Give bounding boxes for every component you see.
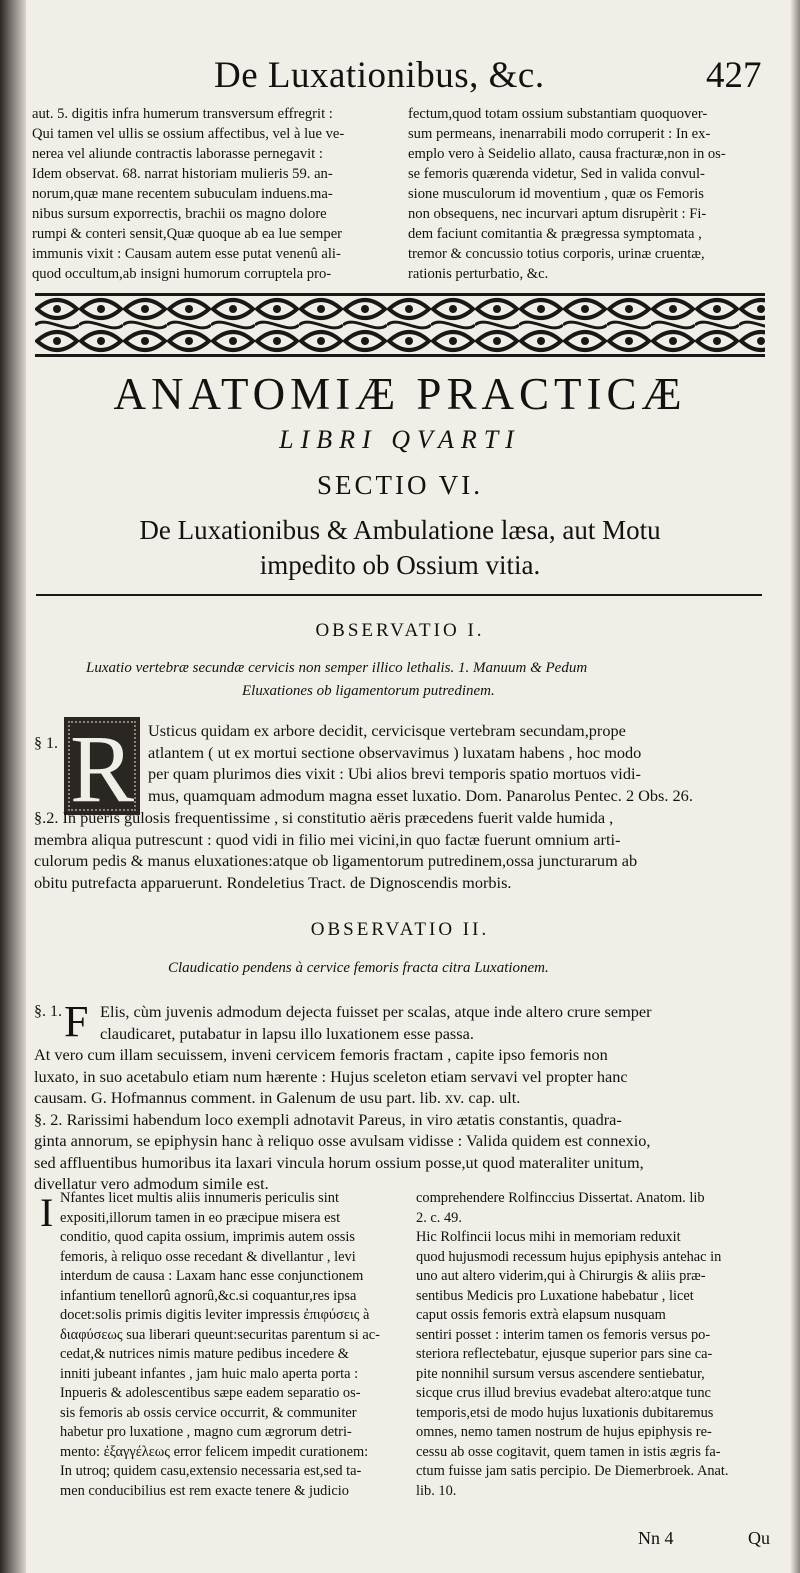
text-line: nibus sursum exporrectis, brachii os magno dolore xyxy=(32,206,327,222)
text-line: immunis vixit : Causam autem esse putat venenû ali- xyxy=(32,246,341,262)
observation-1-summary-line-2: Eluxationes ob ligamentorum putredinem. xyxy=(242,683,495,699)
text-line: habetur pro luxatione , magno cum ægrorum detri- xyxy=(60,1424,352,1440)
text-line: steriora reflectebatur, ejusque superior pars sine ca- xyxy=(416,1346,713,1362)
binding-shadow xyxy=(0,0,26,1573)
text-line: Hic Rolfincii locus mihi in memoriam reduxit xyxy=(416,1229,681,1245)
page-edge xyxy=(790,0,800,1573)
text-line: omnes, nemo tamen nostrum de hujus epiphysis re- xyxy=(416,1424,712,1440)
text-line: cedat,& nutrices nimis mature pedibus incedere & xyxy=(60,1346,349,1362)
text-line: mus, quamquam admodum magna esset luxatio. Dom. Panarolus Pentec. 2 Obs. 26. xyxy=(148,785,693,805)
observation-2-paragraph-1 xyxy=(100,1001,780,1044)
text-line: docet:solis primis digitis leviter impressis ἐπιφύσεις à xyxy=(60,1307,370,1323)
text-line: infantium tenellorû agnorû,&c.si coquantur,res ipsa xyxy=(60,1287,357,1304)
section-rule xyxy=(36,594,762,596)
top-right-column xyxy=(408,104,726,284)
text-line: sentibus Medicis pro Luxatione habebatur , licet xyxy=(416,1287,694,1304)
text-line: At vero cum illam secuissem, inveni cervicem femoris fractam , capite ipso femoris non xyxy=(34,1045,608,1064)
observation-1-paragraph-mark: § 1. xyxy=(34,735,58,752)
decorated-initial-r: R xyxy=(64,717,140,815)
text-line: aut. 5. digitis infra humerum transversum effregrit : xyxy=(32,106,333,122)
text-line: se femoris quærenda videtur, Sed in valida convul- xyxy=(408,166,705,182)
text-line: Inpueris & adolescentibus sæpe eadem separatio os- xyxy=(60,1385,361,1401)
text-line: norum,quæ mane recentem subuculam induens.ma- xyxy=(32,186,333,202)
text-line: per quam plurimos dies vixit : Ubi alios brevi temporis spatio mortuos vidi- xyxy=(148,764,641,783)
initial-f: F xyxy=(64,997,89,1046)
text-line: interdum de causa : Laxam hanc esse conjunctionem xyxy=(60,1268,364,1284)
text-line: luxato, in suo acetabulo etiam num hærente : Hujus sceleton etiam servavi vel propter hanc xyxy=(34,1066,628,1086)
running-head-title: De Luxationibus, &c. xyxy=(214,55,545,96)
observation-1-heading: OBSERVATIO I. xyxy=(315,620,485,641)
text-line: In utroq; quidem casu,extensio necessaria est,sed ta- xyxy=(60,1463,362,1479)
text-line: obitu putrefacta apparuerunt. Rondeletius Tract. de Dignoscendis morbis. xyxy=(34,872,512,892)
text-line: Usticus quidam ex arbore decidit, cervicisque vertebram secundam,prope xyxy=(148,721,626,740)
text-line: sicque crus illud brevius evadebat altero:atque tunc xyxy=(416,1385,711,1401)
main-title: ANATOMIÆ PRACTICÆ xyxy=(113,369,687,419)
text-line: rationis perturbatio, &c. xyxy=(408,266,549,282)
observation-2-paragraph-mark: §. 1. xyxy=(34,1003,62,1020)
text-line: quod occultum,ab insigni humorum corruptela pro- xyxy=(32,266,332,282)
page-number: 427 xyxy=(706,55,762,96)
text-line: Nfantes licet multis aliis innumeris periculis sint xyxy=(60,1190,339,1206)
observation-1-paragraph-2 xyxy=(34,807,774,893)
observation-1-paragraph-1 xyxy=(148,720,778,806)
text-line: pite nonnihil sursum versus ascendere sentiebatur, xyxy=(416,1365,705,1382)
text-line: nerea vel aliunde contractis laborasse pernegavit : xyxy=(32,146,323,162)
text-line: membra aliqua putrescunt : quod vidi in filio mei vicini,in quo factæ fuerunt omnium arti- xyxy=(34,829,621,849)
text-line: femoris, à reliquo osse recedant & divellantur , levi xyxy=(60,1248,356,1265)
text-line: §.2. In pueris gulosis frequentissime , si constitutio aëris præcedens fuerit valde humida , xyxy=(34,808,614,827)
initial-i: I xyxy=(40,1190,54,1235)
running-head xyxy=(0,52,800,102)
text-line: Elis, cùm juvenis admodum dejecta fuisset per scalas, atque inde altero crure semper xyxy=(100,1002,652,1021)
text-line: Qui tamen vel ullis se ossium affectibus, vel à lue ve- xyxy=(32,126,345,142)
text-line: men conducibilius est rem exacte tenere & judicio xyxy=(60,1482,349,1499)
text-line: ctum fuisse jam satis percipio. De Diemerbroek. Anat. xyxy=(416,1463,729,1479)
text-line: sed affluentibus humoribus ita laxari vincula horum ossium posse,ut quod materaliter unitum, xyxy=(34,1152,644,1172)
bottom-right-column xyxy=(416,1189,729,1501)
text-line: lib. 10. xyxy=(416,1482,457,1499)
text-line: διαφύσεως sua liberari queunt:securitas parentum si ac- xyxy=(60,1326,380,1343)
text-line: divellatur vero admodum simile est. xyxy=(34,1174,269,1193)
text-line: tremor & concussio totius corporis, urinæ cruentæ, xyxy=(408,246,705,262)
text-line: sentiri posset : interim tamen os femoris versus po- xyxy=(416,1326,711,1343)
section-subtitle-line-1: De Luxationibus & Ambulatione læsa, aut Motu xyxy=(139,515,661,545)
signature-mark: Nn 4 xyxy=(638,1528,674,1548)
observation-1-summary-line-1: Luxatio vertebræ secundæ cervicis non semper illico lethalis. 1. Manuum & Pedum xyxy=(86,660,588,676)
text-line: sum permeans, inenarrabili modo corruperit : In ex- xyxy=(408,126,711,142)
book-line: LIBRI QVARTI xyxy=(279,425,521,454)
text-line: sione musculorum id moventium , quæ os Femoris xyxy=(408,186,704,202)
text-line: rumpi & conteri sensit,Quæ quoque ab ea lue semper xyxy=(32,226,343,242)
observation-2-summary: Claudicatio pendens à cervice femoris fracta citra Luxationem. xyxy=(168,960,549,976)
text-line: claudicaret, putabatur in lapsu illo luxationem esse passa. xyxy=(100,1023,474,1043)
observation-2-heading: OBSERVATIO II. xyxy=(310,919,490,940)
ornamental-border xyxy=(35,293,765,357)
text-line: §. 2. Rarissimi habendum loco exempli adnotavit Pareus, in viro ætatis constantis, quadra- xyxy=(34,1109,622,1129)
text-line: uno aut altero viderim,qui à Chirurgis & aliis præ- xyxy=(416,1268,706,1284)
section-subtitle-line-2: impedito ob Ossium vitia. xyxy=(259,550,541,580)
observation-2-paragraph-2 xyxy=(34,1044,774,1195)
text-line: 2. c. 49. xyxy=(416,1209,462,1226)
text-line: non obsequens, nec incurvari aptum disrupèrit : Fi- xyxy=(408,206,707,222)
text-line: temporis,etsi de modo hujus luxationis dubitaremus xyxy=(416,1404,714,1421)
text-line: atlantem ( ut ex mortui sectione observavimus ) luxatam habens , hoc modo xyxy=(148,742,642,762)
text-line: expositi,illorum tamen in eo præcipue misera est xyxy=(60,1209,341,1226)
bottom-left-column xyxy=(60,1189,380,1501)
text-line: comprehendere Rolfinccius Dissertat. Anatom. lib xyxy=(416,1190,705,1206)
text-line: sis femoris ab ossis cervice occurrit, & communiter xyxy=(60,1404,357,1421)
top-left-column xyxy=(32,104,344,284)
text-line: ginta annorum, se epiphysin hanc à reliquo osse avulsam vidisse : Valida quidem est connexio, xyxy=(34,1131,651,1150)
text-line: quod hujusmodi recessum hujus epiphysis antehac in xyxy=(416,1248,722,1265)
text-line: fectum,quod totam ossium substantiam quoquover- xyxy=(408,106,708,122)
text-line: caput ossis femoris extrà elapsum nusquam xyxy=(416,1307,666,1323)
text-line: mento: ἐξαγγέλεως error felicem impedit curationem: xyxy=(60,1443,369,1460)
text-line: dem faciunt comitantia & prægressa symptomata , xyxy=(408,226,702,242)
section-number: SECTIO VI. xyxy=(316,470,483,500)
text-line: conditio, quod capita ossium, imprimis autem ossis xyxy=(60,1229,355,1245)
text-line: culorum pedis & manus eluxationes:atque ob ligamentorum putredinem,ossa juncturarum ab xyxy=(34,851,638,870)
text-line: causam. G. Hofmannus comment. in Galenum de usu part. lib. xv. cap. ult. xyxy=(34,1088,521,1107)
text-line: emplo vero à Seidelio allato, causa fracturæ,non in os- xyxy=(408,146,726,162)
catchword: Qu xyxy=(748,1528,770,1548)
text-line: cessu ab osse cogitavit, quem tamen in istis ægris fa- xyxy=(416,1443,721,1460)
text-line: inniti jubeant infantes , jam huic malo aperta porta : xyxy=(60,1365,359,1382)
text-line: Idem observat. 68. narrat historiam mulieris 59. an- xyxy=(32,166,333,182)
